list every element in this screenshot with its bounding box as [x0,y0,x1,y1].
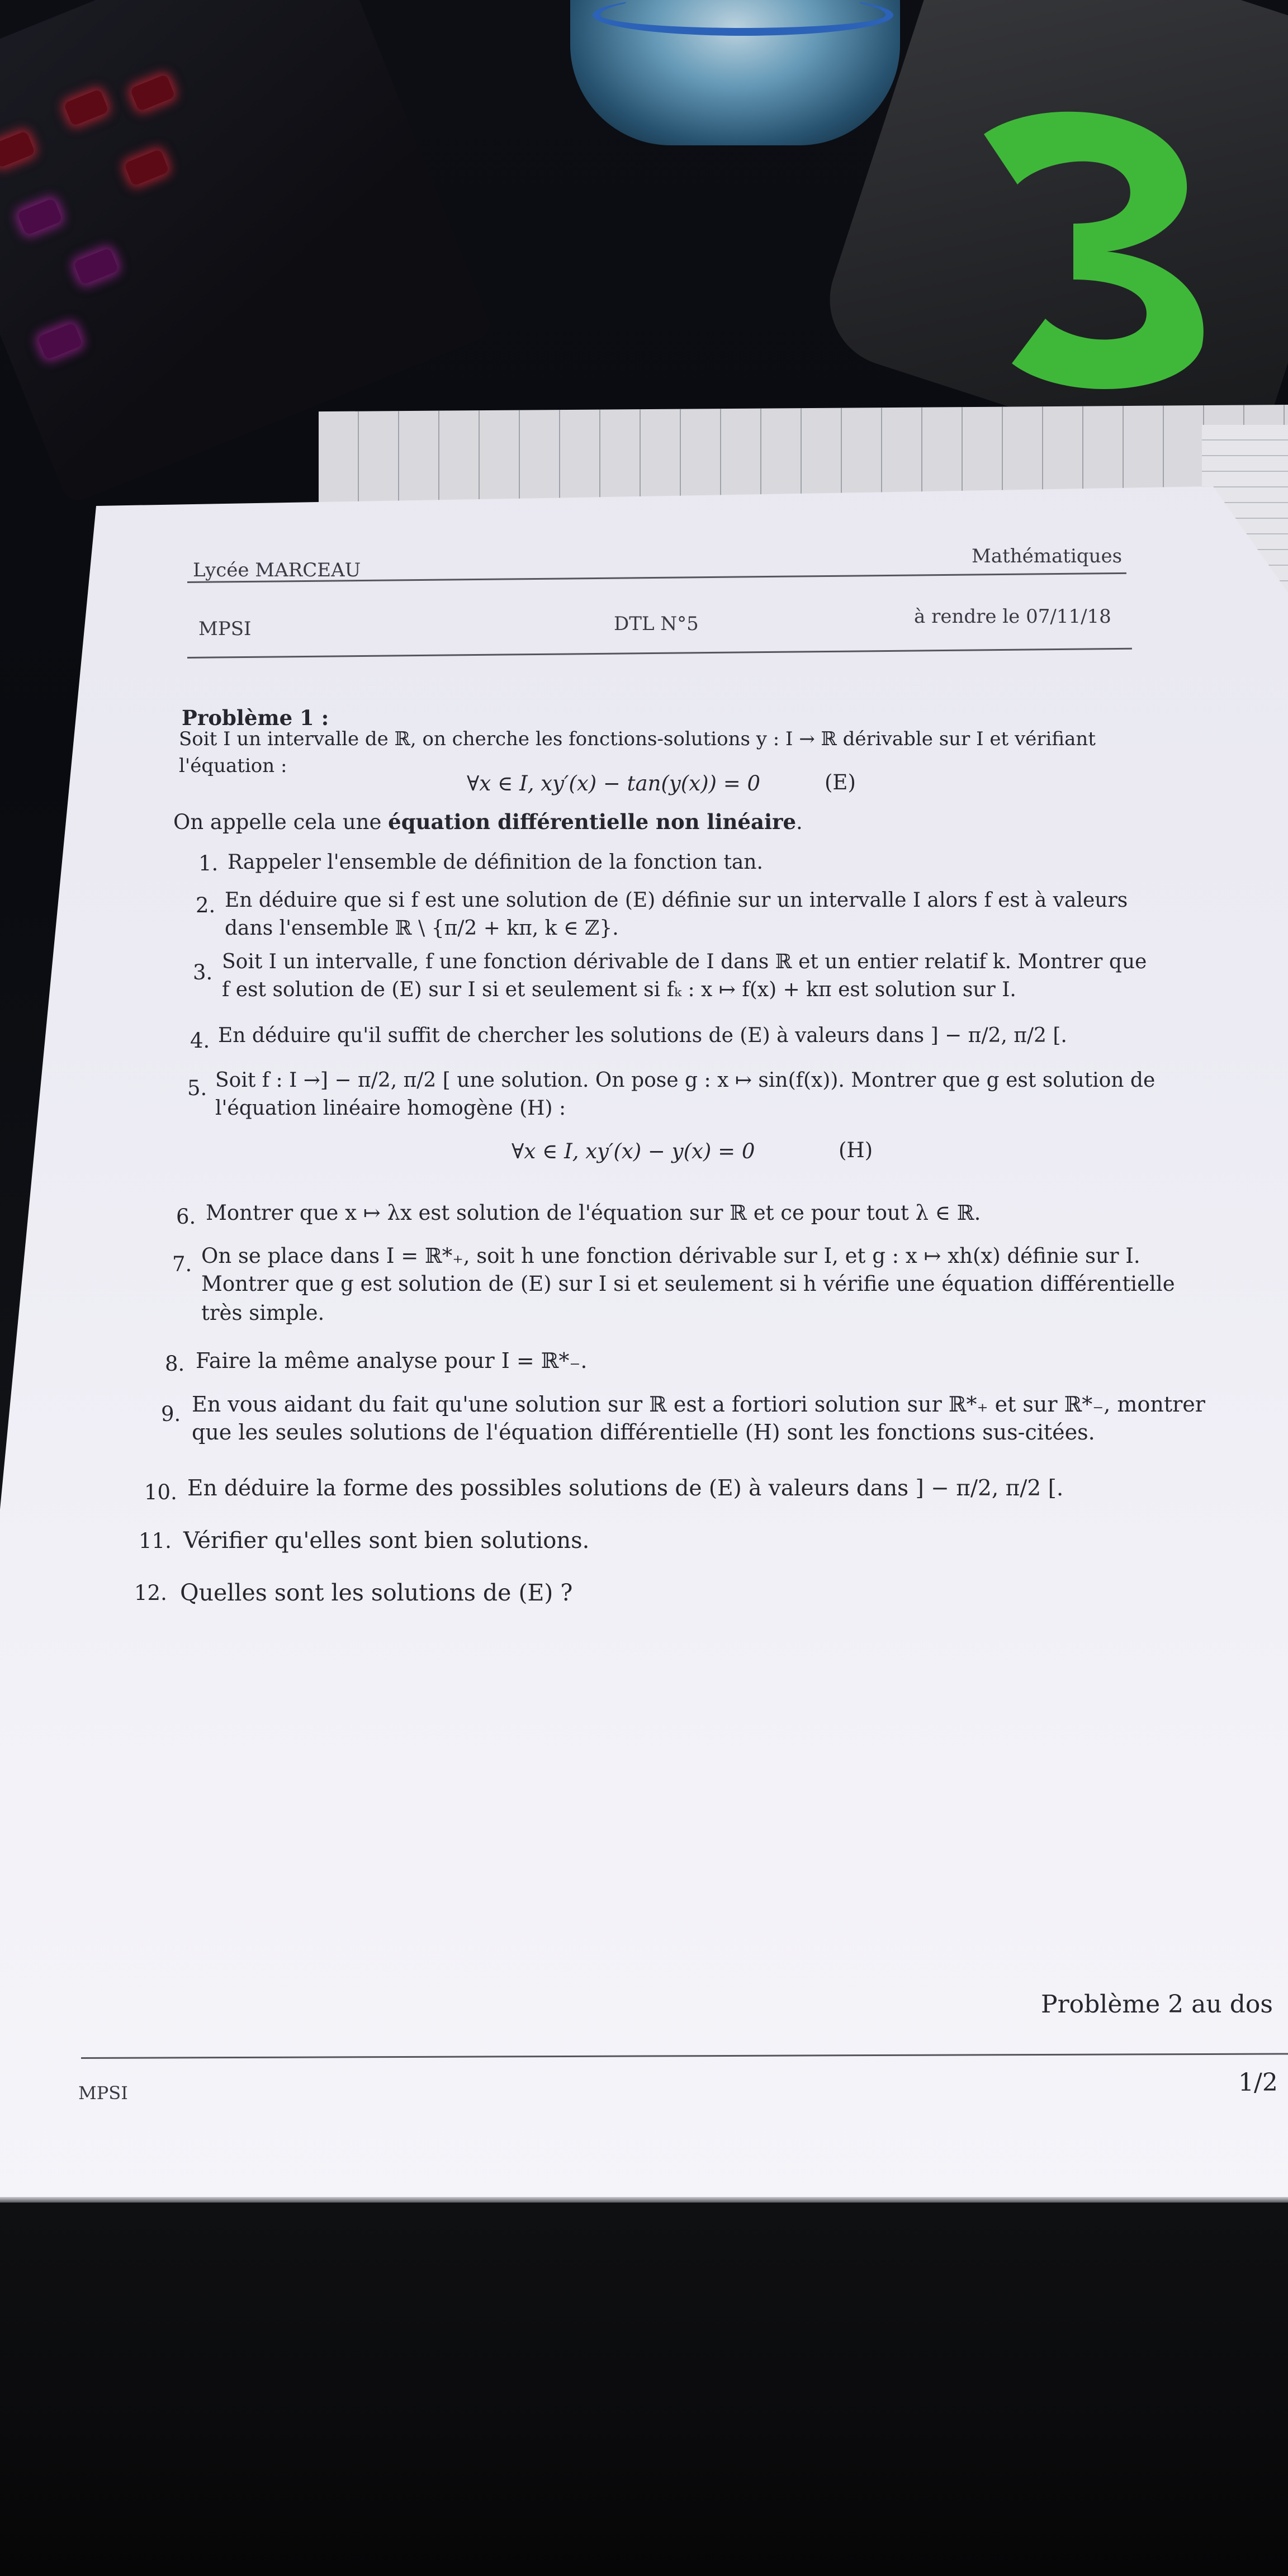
q5-text-line-1: Soit f : I →] − π/2, π/2 [ une solution. On pose g : x ↦ sin(f(x)). Montrer que g est solution de [215,1069,1156,1092]
q7-text-line-3: très simple. [201,1301,325,1325]
equation-E: ∀x ∈ I, xy′(x) − tan(y(x)) = 0 [467,771,761,795]
problem-intro-line-1: Soit I un intervalle de ℝ, on cherche les fonctions-solutions y : I → ℝ dérivable sur I et vérifiant [179,728,1096,750]
q9-text-line-1: En vous aidant du fait qu'une solution sur ℝ est a fortiori solution sur ℝ*₊ et sur ℝ*₋, montrer [192,1392,1205,1417]
q3-text-line-2: f est solution de (E) sur I si et seulement si fₖ : x ↦ f(x) + kπ est solution sur I. [222,978,1016,1001]
q6-text-line-1: Montrer que x ↦ λx est solution de l'équation sur ℝ et ce pour tout λ ∈ ℝ. [206,1201,981,1225]
q6-number: 6. [176,1205,196,1229]
subject-label: Mathématiques [972,545,1123,567]
q7-text-line-1: On se place dans I = ℝ*₊, soit h une fonction dérivable sur I, et g : x ↦ xh(x) définie sur I. [201,1244,1140,1268]
q2-text-line-1: En déduire que si f est une solution de (E) définie sur un intervalle I alors f est à valeurs [225,889,1128,912]
q11-text-line-1: Vérifier qu'elles sont bien solutions. [183,1528,590,1554]
definition-suffix: . [796,810,803,834]
q12-number: 12. [134,1581,167,1605]
q2-number: 2. [196,893,216,917]
q3-text-line-1: Soit I un intervalle, f une fonction dérivable de I dans ℝ et un entier relatif k. Montrer que [222,950,1147,973]
q10-number: 10. [144,1480,177,1504]
due-date: à rendre le 07/11/18 [914,605,1111,628]
q9-text-line-2: que les seules solutions de l'équation différentielle (H) sont les fonctions sus-citées. [192,1420,1095,1445]
problem-heading: Problème 1 : [182,705,329,730]
school-name: Lycée MARCEAU [193,559,361,581]
equation-H-label: (H) [839,1138,873,1162]
definition-sentence [173,809,803,834]
q9-number: 9. [161,1402,181,1426]
footer-class: MPSI [78,2082,128,2104]
definition-term: équation différentielle non linéaire [388,809,797,834]
q7-text-line-2: Montrer que g est solution de (E) sur I si et seulement si h vérifie une équation différentielle [201,1272,1175,1296]
q1-number: 1. [198,851,219,875]
desk-bottom [0,2203,1288,2576]
q8-text-line-1: Faire la même analyse pour I = ℝ*₋. [196,1348,588,1373]
q11-number: 11. [139,1529,172,1553]
q10-text-line-1: En déduire la forme des possibles solutions de (E) à valeurs dans ] − π/2, π/2 [. [187,1476,1064,1501]
problem-intro-line-2: l'équation : [179,755,287,777]
q7-number: 7. [172,1252,192,1276]
definition-prefix: On appelle cela une [173,810,389,834]
q1-text-line-1: Rappeler l'ensemble de définition de la fonction tan. [228,851,763,874]
q4-number: 4. [190,1029,210,1053]
q5-number: 5. [187,1076,207,1100]
green-logo-icon [950,84,1241,397]
equation-E-label: (E) [825,770,856,794]
q12-text-line-1: Quelles sont les solutions de (E) ? [180,1579,573,1606]
q2-text-line-2: dans l'ensemble ℝ \ {π/2 + kπ, k ∈ ℤ}. [225,917,619,940]
assignment-title: DTL N°5 [614,613,699,635]
q8-number: 8. [165,1352,185,1376]
page-number: 1/2 [1238,2068,1278,2097]
q5-text-line-2: l'équation linéaire homogène (H) : [215,1097,566,1120]
class-label: MPSI [198,618,252,640]
q4-text-line-1: En déduire qu'il suffit de chercher les solutions de (E) à valeurs dans ] − π/2, π/2 [. [218,1024,1067,1047]
q3-number: 3. [193,960,213,984]
next-problem-note: Problème 2 au dos [1041,1990,1273,2019]
equation-H: ∀x ∈ I, xy′(x) − y(x) = 0 [512,1139,755,1163]
